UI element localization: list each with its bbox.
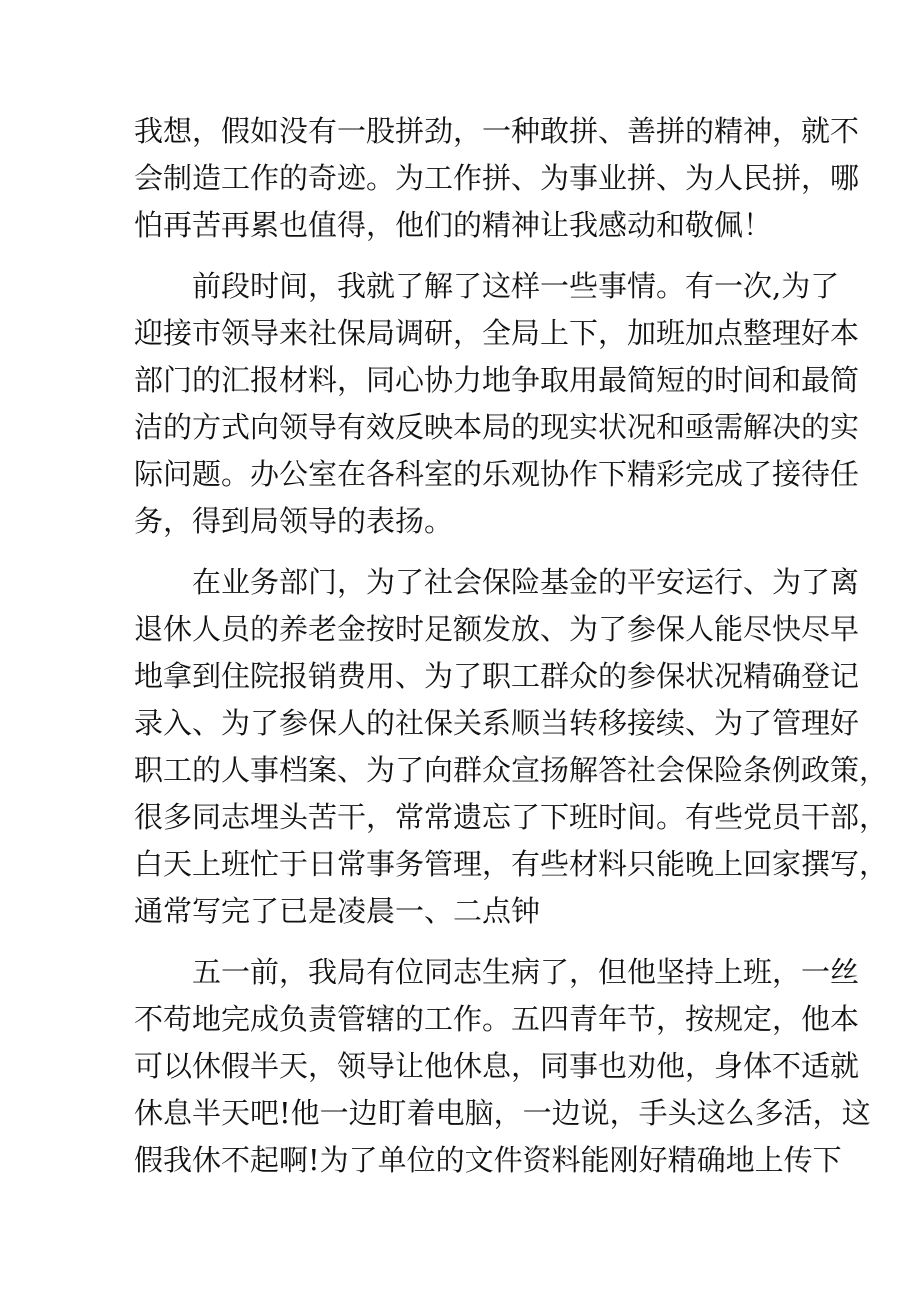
text-line: 怕再苦再累也值得，他们的精神让我感动和敬佩！ <box>134 208 773 242</box>
text-line: 职工的人事档案、为了向群众宣扬解答社会保险条例政策， <box>134 753 889 787</box>
text-line: 部门的汇报材料，同心协力地争取用最简短的时间和最简 <box>134 363 860 397</box>
text-line: 白天上班忙于日常事务管理，有些材料只能晚上回家撰写， <box>134 847 889 881</box>
paragraph-1 <box>134 108 860 249</box>
text-line: 退休人员的养老金按时足额发放、为了参保人能尽快尽早 <box>134 612 860 646</box>
text-line: 际问题。办公室在各科室的乐观协作下精彩完成了接待任 <box>134 457 860 491</box>
text-line: 休息半天吧!他一边盯着电脑，一边说，手头这么多活，这 <box>134 1096 871 1130</box>
text-line: 录入、为了参保人的社保关系顺当转移接续、为了管理好 <box>134 706 860 740</box>
text-line: 可以休假半天，领导让他休息，同事也劝他，身体不适就 <box>134 1049 860 1083</box>
text-line: 地拿到住院报销费用、为了职工群众的参保状况精确登记 <box>134 659 860 693</box>
document-body <box>134 108 889 1198</box>
text-line: 五一前，我局有位同志生病了，但他坚持上班，一丝 <box>192 955 860 989</box>
text-line: 会制造工作的奇迹。为工作拼、为事业拼、为人民拼，哪 <box>134 161 860 195</box>
text-line: 很多同志埋头苦干，常常遗忘了下班时间。有些党员干部， <box>134 800 889 834</box>
text-line: 假我休不起啊!为了单位的文件资料能刚好精确地上传下 <box>134 1143 842 1177</box>
paragraph-2 <box>134 263 860 545</box>
text-line: 前段时间，我就了解了这样一些事情。有一次,为了 <box>192 269 840 303</box>
paragraph-4 <box>134 949 871 1184</box>
text-line: 在业务部门，为了社会保险基金的平安运行、为了离 <box>192 565 860 599</box>
text-line: 洁的方式向领导有效反映本局的现实状况和亟需解决的实 <box>134 410 860 444</box>
text-line: 通常写完了已是凌晨一、二点钟 <box>134 894 541 928</box>
text-line: 迎接市领导来社保局调研，全局上下，加班加点整理好本 <box>134 316 860 350</box>
text-line: 务，得到局领导的表扬。 <box>134 504 454 538</box>
paragraph-3 <box>134 559 889 935</box>
text-line: 我想，假如没有一股拼劲，一种敢拼、善拼的精神，就不 <box>134 114 860 148</box>
text-line: 不苟地完成负责管辖的工作。五四青年节，按规定，他本 <box>134 1002 860 1036</box>
